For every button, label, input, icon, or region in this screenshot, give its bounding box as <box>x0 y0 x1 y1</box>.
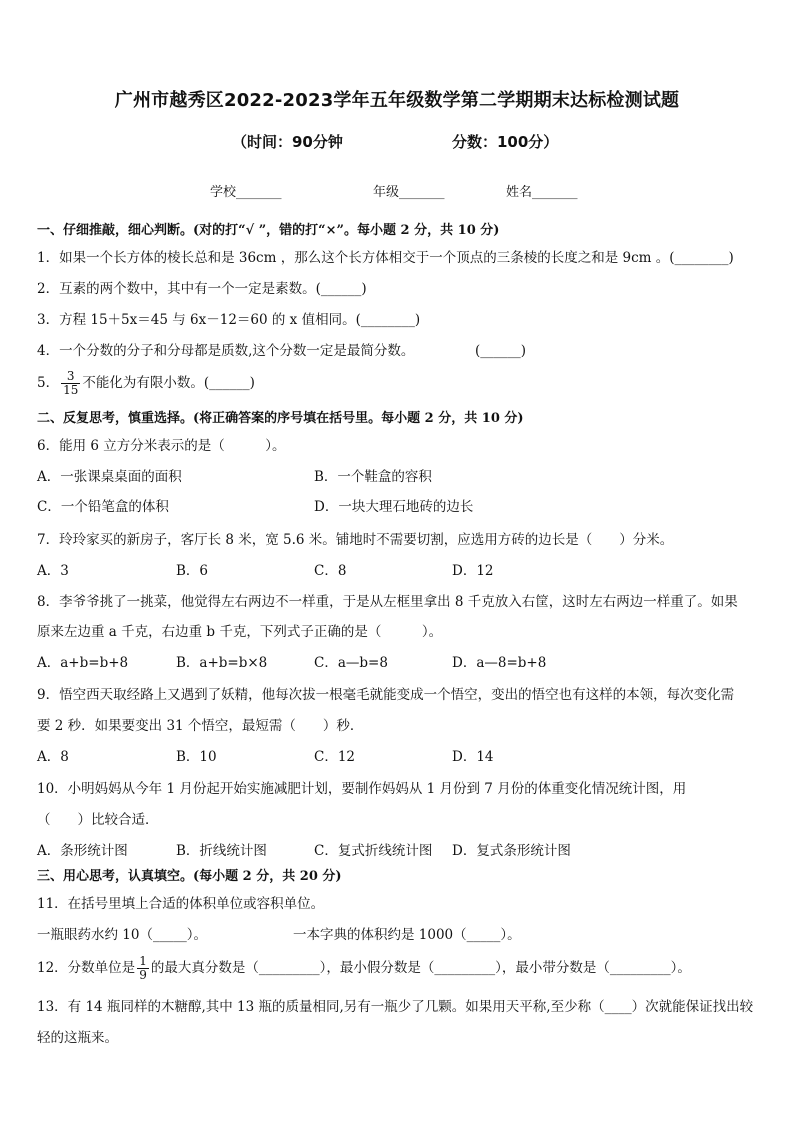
question-2: 2．互素的两个数中，其中有一个一定是素数。(______) <box>37 281 367 297</box>
question-10-option-d: D．复式条形统计图 <box>452 843 571 859</box>
question-10-option-b: B．折线统计图 <box>176 843 267 859</box>
name-field: 姓名_______ <box>506 185 578 200</box>
question-7-option-a: A．3 <box>37 563 69 579</box>
question-12 <box>37 955 691 982</box>
question-7-option-b: B．6 <box>176 563 209 579</box>
question-11-part-a: 一瓶眼药水约 10（_____）。 <box>37 927 207 943</box>
question-8-line-2: 原来左边重 a 千克，右边重 b 千克，下列式子正确的是（ ）。 <box>37 624 443 640</box>
question-6-option-c: C．一个铅笔盒的体积 <box>37 499 169 515</box>
question-6-option-a: A．一张课桌桌面的面积 <box>37 469 182 485</box>
grade-field: 年级_______ <box>373 185 445 200</box>
question-10-option-a: A．条形统计图 <box>37 843 128 859</box>
exam-score: 分数：100分） <box>452 133 559 151</box>
question-7-option-c: C．8 <box>314 563 347 579</box>
question-11-part-b: 一本字典的体积约是 1000（_____）。 <box>293 927 521 943</box>
question-7: 7．玲玲家买的新房子，客厅长 8 米，宽 5.6 米。铺地时不需要切割，应选用方砖的边长是（ ）分米。 <box>37 532 674 548</box>
question-5-text: 不能化为有限小数。(______) <box>82 375 255 391</box>
fraction-1-9 <box>137 955 149 982</box>
question-8-option-b: B．a+b=b×8 <box>176 655 268 671</box>
question-3: 3．方程 15＋5x＝45 与 6x－12＝60 的 x 值相同。(________) <box>37 312 421 328</box>
question-8-option-d: D．a—8=b+8 <box>452 655 547 671</box>
question-9-option-d: D．14 <box>452 749 494 765</box>
fraction-numerator: 1 <box>139 954 147 968</box>
question-4: 4．一个分数的分子和分母都是质数,这个分数一定是最简分数。 <box>37 343 415 359</box>
section-1-heading: 一、仔细推敲，细心判断。(对的打“√ ”，错的打“×”。每小题 2 分，共 10 分) <box>37 223 500 238</box>
question-6-option-b: B．一个鞋盒的容积 <box>314 469 432 485</box>
question-11: 11．在括号里填上合适的体积单位或容积单位。 <box>37 896 325 912</box>
question-7-option-d: D．12 <box>452 563 494 579</box>
question-9-line-2: 要 2 秒．如果要变出 31 个悟空，最短需（ ）秒． <box>37 718 364 734</box>
page-title: 广州市越秀区2022-2023学年五年级数学第二学期期末达标检测试题 <box>114 90 680 111</box>
question-8-option-a: A．a+b=b+8 <box>37 655 129 671</box>
question-9-option-b: B．10 <box>176 749 217 765</box>
question-12-text-a: 12．分数单位是 <box>37 960 136 976</box>
question-13-line-1: 13．有 14 瓶同样的木糖醇,其中 13 瓶的质量相同,另有一瓶少了几颗。如果用天平称,至少称（____）次就能保证找出较 <box>37 999 754 1015</box>
section-3-heading: 三、用心思考，认真填空。(每小题 2 分，共 20 分) <box>37 869 342 884</box>
fraction-3-15 <box>61 370 80 397</box>
question-9-option-c: C．12 <box>314 749 356 765</box>
question-9-option-a: A．8 <box>37 749 69 765</box>
question-9-line-1: 9．悟空西天取经路上又遇到了妖精，他每次拔一根毫毛就能变成一个悟空，变出的悟空也有这样的本领，每次变化需 <box>37 687 735 703</box>
question-8-option-c: C．a—b=8 <box>314 655 388 671</box>
fraction-numerator: 3 <box>61 370 80 384</box>
question-5-number: 5． <box>37 375 60 391</box>
question-1: 1．如果一个长方体的棱长总和是 36cm ，那么这个长方体相交于一个顶点的三条棱的长度之和是 9cm 。(________) <box>37 250 734 266</box>
question-10-line-1: 10．小明妈妈从今年 1 月份起开始实施减肥计划，要制作妈妈从 1 月份到 7 月份的体重变化情况统计图，用 <box>37 781 687 797</box>
question-6: 6．能用 6 立方分米表示的是（ ）。 <box>37 438 286 454</box>
fraction-denominator: 9 <box>139 968 147 982</box>
question-4-blank: (______) <box>475 343 527 359</box>
question-5 <box>37 370 255 397</box>
fraction-denominator: 15 <box>63 383 79 397</box>
exam-time: （时间：90分钟 <box>232 133 343 151</box>
question-13-line-2: 轻的这瓶来。 <box>37 1030 118 1046</box>
question-10-line-2: （ ）比较合适． <box>37 812 159 828</box>
school-field: 学校_______ <box>210 185 282 200</box>
question-12-text-b: 的最大真分数是（_________），最小假分数是（_________），最小带分数是（_________）。 <box>150 960 691 976</box>
question-10-option-c: C．复式折线统计图 <box>314 843 433 859</box>
question-8-line-1: 8．李爷爷挑了一挑菜，他觉得左右两边不一样重，于是从左框里拿出 8 千克放入右筐，这时左右两边一样重了。如果 <box>37 594 738 610</box>
question-6-option-d: D．一块大理石地砖的边长 <box>314 499 474 515</box>
section-2-heading: 二、反复思考，慎重选择。(将正确答案的序号填在括号里。每小题 2 分，共 10 分) <box>37 411 524 426</box>
